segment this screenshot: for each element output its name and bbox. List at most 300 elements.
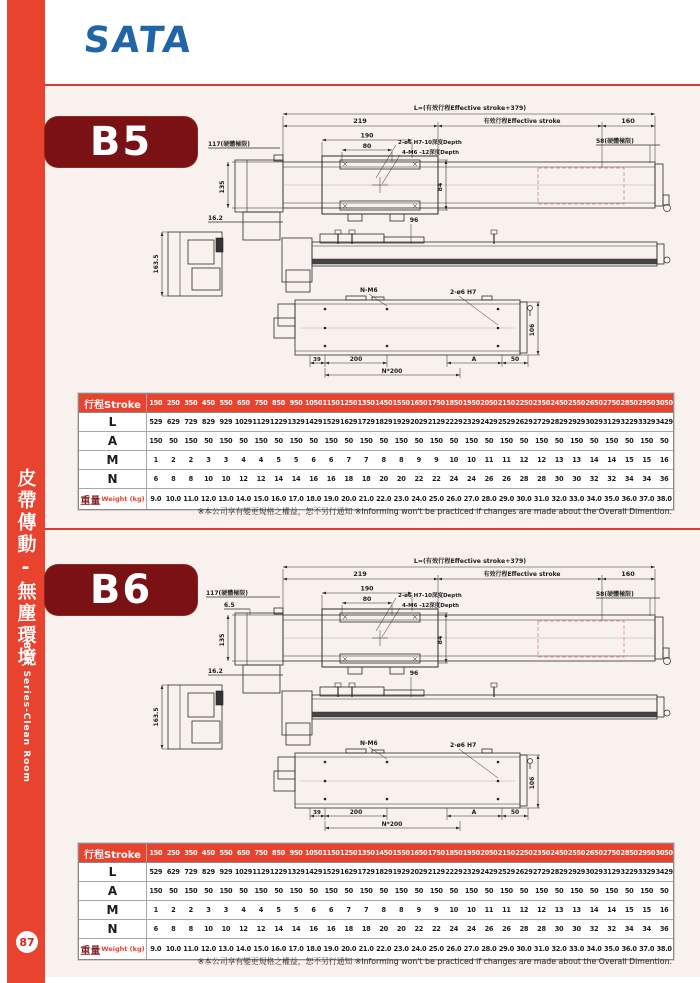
table-row — [79, 882, 673, 901]
cell-value: 20 — [396, 925, 406, 933]
cell-value: 50 — [169, 887, 178, 895]
weight-value: 33.0 — [568, 945, 585, 953]
svg-text:219: 219 — [353, 570, 367, 578]
cell-value: 26 — [484, 475, 494, 483]
cell-value: 2 — [188, 906, 193, 914]
stroke-value: 1650 — [410, 399, 428, 407]
weight-label-en: Weight (kg) — [101, 945, 145, 953]
weight-value: 20.0 — [341, 495, 357, 503]
svg-text:190: 190 — [360, 585, 374, 593]
cell-value: 1 — [153, 906, 158, 914]
cell-value: 24 — [467, 475, 476, 483]
cell-value: 18 — [361, 925, 371, 933]
cell-value: 1829 — [375, 868, 393, 876]
cell-value: 18 — [344, 475, 353, 483]
cell-value: 6 — [311, 906, 316, 914]
svg-text:200: 200 — [349, 809, 363, 816]
svg-text:2-ø6 H7-10深度Depth: 2-ø6 H7-10深度Depth — [398, 593, 462, 599]
cell-value: 28 — [519, 475, 529, 483]
sidebar-title-en: Belt Series-Clean Room — [21, 642, 31, 783]
stroke-value: 450 — [201, 399, 215, 407]
stroke-value: 1450 — [375, 399, 393, 407]
svg-text:163.5: 163.5 — [153, 707, 160, 727]
cell-value: 50 — [414, 887, 424, 895]
cell-value: 6 — [328, 456, 334, 464]
svg-text:6.5: 6.5 — [224, 602, 235, 609]
cell-value: 9 — [434, 906, 439, 914]
stroke-value: 1150 — [322, 399, 340, 407]
cell-value: 829 — [201, 418, 215, 426]
table-row — [79, 394, 673, 413]
weight-value: 16.0 — [270, 945, 287, 953]
cell-value: 11 — [484, 906, 494, 914]
cell-value: 150 — [535, 887, 548, 895]
stroke-value: 1550 — [392, 399, 410, 407]
cell-value: 1029 — [234, 868, 252, 876]
cell-value: 32 — [589, 925, 599, 933]
cell-value: 1929 — [392, 868, 410, 876]
stroke-value: 3050 — [655, 849, 673, 857]
cell-value: 16 — [326, 475, 336, 483]
weight-value: 33.0 — [568, 495, 585, 503]
cell-value: 18 — [361, 475, 371, 483]
weight-value: 23.0 — [393, 945, 409, 953]
stroke-value: 1350 — [357, 849, 375, 857]
weight-value: 32.0 — [551, 945, 567, 953]
cell-value: 3329 — [638, 868, 656, 876]
cell-value: 8 — [381, 456, 386, 464]
table-row — [79, 451, 673, 470]
b6-stroke-table — [78, 843, 674, 960]
weight-value: 21.0 — [358, 945, 374, 953]
stroke-value: 150 — [149, 849, 163, 857]
cell-value: 9 — [416, 906, 421, 914]
table-row — [79, 413, 673, 432]
cell-value: 150 — [640, 887, 654, 895]
cell-value: 3129 — [603, 418, 621, 426]
stroke-value: 2950 — [638, 849, 656, 857]
stroke-value: 1850 — [445, 849, 463, 857]
cell-value: 150 — [499, 437, 513, 445]
cell-value: 2129 — [427, 868, 445, 876]
svg-text:39: 39 — [313, 810, 321, 816]
cell-value: 150 — [184, 437, 198, 445]
cell-value: 30 — [554, 475, 564, 483]
svg-text:4-M6 -12深度Depth: 4-M6 -12深度Depth — [402, 150, 460, 156]
cell-value: 12 — [239, 925, 248, 933]
cell-value: 1229 — [269, 868, 288, 876]
cell-value: 6 — [153, 475, 158, 483]
cell-value: 150 — [394, 887, 408, 895]
b6-disclaimer-note: ※本公司享有變更規格之權益，恕不另行通知 ※Informing won't be practiced if changes are made about the Overall Dimention. — [197, 957, 672, 966]
cell-value: 929 — [219, 418, 233, 426]
stroke-value: 1550 — [392, 849, 410, 857]
cell-value: 2229 — [445, 868, 463, 876]
weight-value: 32.0 — [551, 495, 567, 503]
cell-value: 32 — [589, 475, 599, 483]
cell-value: 50 — [449, 887, 459, 895]
cell-value: 50 — [659, 437, 669, 445]
cell-value: 8 — [171, 475, 176, 483]
cell-value: 12 — [537, 906, 546, 914]
cell-value: 729 — [184, 868, 198, 876]
cell-value: 10 — [467, 456, 476, 464]
cell-value: 4 — [258, 906, 264, 914]
weight-value: 22.0 — [376, 495, 392, 503]
cell-value: 1429 — [304, 418, 323, 426]
cell-value: 529 — [149, 868, 163, 876]
cell-value: 150 — [640, 437, 654, 445]
weight-value: 10.0 — [165, 945, 181, 953]
cell-value: 2129 — [427, 418, 445, 426]
cell-value: 729 — [184, 418, 198, 426]
cell-value: 13 — [554, 906, 564, 914]
cell-value: 26 — [502, 475, 511, 483]
cell-value: 50 — [274, 887, 283, 895]
cell-value: 3 — [206, 906, 211, 914]
weight-value: 29.0 — [498, 945, 514, 953]
cell-value: 2629 — [515, 868, 533, 876]
weight-value: 13.0 — [218, 945, 234, 953]
b5-model-badge: B5 — [45, 117, 197, 167]
weight-value: 36.0 — [621, 495, 637, 503]
cell-value: 15 — [642, 456, 651, 464]
cell-value: 6 — [153, 925, 158, 933]
cell-value: 7 — [346, 906, 351, 914]
svg-text:106: 106 — [529, 323, 536, 337]
stroke-value: 550 — [219, 849, 233, 857]
cell-value: 3429 — [655, 418, 673, 426]
cell-value: 3229 — [620, 418, 638, 426]
cell-value: 12 — [256, 475, 266, 483]
cell-value: 12 — [256, 925, 266, 933]
weight-value: 28.0 — [481, 495, 497, 503]
cell-value: 50 — [659, 887, 669, 895]
cell-value: 150 — [254, 887, 268, 895]
cell-value: 8 — [188, 475, 193, 483]
cell-value: 8 — [188, 925, 193, 933]
cell-value: 50 — [624, 437, 634, 445]
cell-value: 3 — [223, 906, 229, 914]
cell-value: 4 — [241, 906, 246, 914]
cell-value: 50 — [204, 437, 213, 445]
stroke-value: 550 — [219, 399, 233, 407]
cell-value: 1729 — [357, 868, 375, 876]
weight-value: 27.0 — [463, 945, 479, 953]
stroke-value: 850 — [272, 399, 285, 407]
stroke-value: 2050 — [480, 849, 498, 857]
cell-value: 8 — [171, 925, 176, 933]
weight-row-label — [79, 939, 147, 959]
stroke-value: 2050 — [480, 399, 498, 407]
cell-value: 1129 — [252, 418, 270, 426]
stroke-value: 2550 — [567, 399, 586, 407]
cell-value: 3 — [223, 456, 229, 464]
stroke-value: 2850 — [620, 399, 638, 407]
table-row — [79, 844, 673, 863]
svg-text:L=(有效行程Effective stroke+379): L=(有效行程Effective stroke+379) — [413, 105, 527, 112]
stroke-value: 1650 — [410, 849, 428, 857]
weight-value: 28.0 — [481, 945, 497, 953]
cell-value: 3229 — [620, 868, 638, 876]
svg-text:L=(有效行程Effective stroke+379): L=(有效行程Effective stroke+379) — [413, 558, 527, 565]
cell-value: 2429 — [480, 418, 498, 426]
cell-value: 50 — [344, 887, 353, 895]
stroke-value: 1450 — [375, 849, 393, 857]
b6-drawing-svg — [150, 545, 700, 845]
cell-value: 1629 — [340, 868, 358, 876]
cell-value: 11 — [502, 456, 511, 464]
weight-label-en: Weight (kg) — [101, 495, 145, 503]
cell-value: 50 — [589, 887, 599, 895]
cell-value: 50 — [204, 887, 213, 895]
cell-value: 13 — [572, 456, 581, 464]
stroke-value: 2650 — [585, 849, 603, 857]
stroke-value: 2250 — [515, 399, 533, 407]
cell-value: 9 — [416, 456, 421, 464]
weight-value: 37.0 — [639, 945, 655, 953]
weight-value: 9.0 — [150, 945, 162, 953]
weight-value: 12.0 — [200, 495, 216, 503]
cell-value: 18 — [344, 925, 353, 933]
stroke-value: 1950 — [462, 849, 480, 857]
stroke-value: 950 — [289, 849, 303, 857]
cell-value: 30 — [572, 925, 581, 933]
stroke-value: 750 — [254, 399, 268, 407]
cell-value: 22 — [414, 475, 424, 483]
weight-value: 34.0 — [586, 945, 602, 953]
weight-value: 15.0 — [253, 495, 269, 503]
stroke-value: 250 — [166, 849, 180, 857]
row-label: M — [79, 901, 147, 919]
stroke-value: 2450 — [550, 849, 568, 857]
cell-value: 1329 — [287, 418, 305, 426]
svg-text:135: 135 — [219, 633, 226, 647]
cell-value: 150 — [219, 437, 233, 445]
cell-value: 30 — [554, 925, 564, 933]
cell-value: 22 — [414, 925, 424, 933]
cell-value: 50 — [519, 437, 529, 445]
svg-text:50: 50 — [510, 809, 520, 816]
cell-value: 20 — [396, 475, 406, 483]
cell-value: 8 — [399, 456, 404, 464]
cell-value: 150 — [289, 887, 303, 895]
cell-value: 4 — [241, 456, 246, 464]
svg-text:A: A — [471, 356, 477, 363]
stroke-value: 2350 — [532, 849, 551, 857]
svg-text:16.2: 16.2 — [208, 215, 223, 222]
stroke-value: 750 — [254, 849, 268, 857]
stroke-value: 1350 — [357, 399, 375, 407]
cell-value: 150 — [535, 437, 548, 445]
svg-text:58(硬體極限): 58(硬體極限) — [596, 591, 634, 598]
weight-value: 10.0 — [165, 495, 181, 503]
cell-value: 9 — [434, 456, 439, 464]
stroke-value: 950 — [289, 399, 303, 407]
stroke-value: 1050 — [304, 399, 323, 407]
svg-text:N-M6: N-M6 — [360, 740, 378, 747]
cell-value: 30 — [572, 475, 581, 483]
cell-value: 1629 — [340, 418, 358, 426]
svg-text:84: 84 — [437, 182, 444, 192]
cell-value: 2929 — [567, 868, 586, 876]
weight-value: 19.0 — [323, 945, 339, 953]
cell-value: 150 — [219, 887, 233, 895]
cell-value: 14 — [291, 475, 301, 483]
weight-value: 31.0 — [533, 495, 549, 503]
cell-value: 28 — [537, 925, 546, 933]
cell-value: 24 — [449, 475, 459, 483]
cell-value: 16 — [326, 925, 336, 933]
weight-value: 17.0 — [288, 495, 304, 503]
cell-value: 2929 — [567, 418, 586, 426]
cell-value: 32 — [607, 925, 616, 933]
cell-value: 32 — [607, 475, 616, 483]
cell-value: 50 — [379, 437, 388, 445]
weight-value: 38.0 — [656, 945, 672, 953]
cell-value: 26 — [502, 925, 511, 933]
svg-text:96: 96 — [409, 217, 419, 224]
stroke-value: 350 — [184, 849, 198, 857]
cell-value: 10 — [467, 906, 476, 914]
weight-value: 20.0 — [341, 945, 357, 953]
cell-value: 12 — [537, 456, 546, 464]
cell-value: 150 — [289, 437, 303, 445]
stroke-value: 1150 — [322, 849, 340, 857]
cell-value: 12 — [519, 906, 529, 914]
cell-value: 20 — [379, 475, 388, 483]
svg-text:N*200: N*200 — [381, 368, 403, 375]
stroke-value: 1050 — [304, 849, 323, 857]
stroke-value: 150 — [149, 399, 163, 407]
cell-value: 150 — [149, 887, 163, 895]
cell-value: 50 — [239, 437, 248, 445]
cell-value: 2829 — [550, 868, 568, 876]
b5-technical-drawing — [150, 92, 700, 392]
weight-value: 36.0 — [621, 945, 637, 953]
weight-value: 27.0 — [463, 495, 479, 503]
stroke-value: 1250 — [340, 849, 358, 857]
top-divider-line — [45, 84, 700, 86]
cell-value: 14 — [589, 906, 599, 914]
cell-value: 14 — [607, 456, 616, 464]
cell-value: 3129 — [603, 868, 621, 876]
cell-value: 3429 — [655, 868, 673, 876]
stroke-value: 2850 — [620, 849, 638, 857]
cell-value: 2329 — [462, 418, 480, 426]
cell-value: 2029 — [410, 418, 428, 426]
cell-value: 50 — [624, 887, 634, 895]
cell-value: 10 — [221, 475, 231, 483]
cell-value: 14 — [589, 456, 599, 464]
stroke-value: 2350 — [532, 399, 551, 407]
cell-value: 150 — [429, 437, 443, 445]
weight-value: 14.0 — [235, 495, 251, 503]
svg-text:96: 96 — [409, 670, 419, 677]
weight-value: 37.0 — [639, 495, 655, 503]
cell-value: 50 — [484, 437, 494, 445]
stroke-value: 2750 — [603, 399, 621, 407]
weight-row-label — [79, 489, 147, 509]
row-label: N — [79, 920, 147, 938]
cell-value: 150 — [429, 887, 443, 895]
stroke-header-label: 行程Stroke — [79, 394, 147, 412]
cell-value: 11 — [484, 456, 494, 464]
svg-text:160: 160 — [621, 570, 635, 578]
stroke-value: 250 — [166, 399, 180, 407]
cell-value: 50 — [309, 437, 318, 445]
cell-value: 2729 — [532, 418, 551, 426]
svg-text:58(硬體極限): 58(硬體極限) — [596, 138, 634, 145]
cell-value: 2529 — [497, 418, 515, 426]
cell-value: 8 — [381, 906, 386, 914]
cell-value: 1129 — [252, 868, 270, 876]
weight-value: 18.0 — [306, 495, 322, 503]
weight-value: 26.0 — [446, 945, 462, 953]
cell-value: 24 — [467, 925, 476, 933]
cell-value: 150 — [324, 887, 338, 895]
cell-value: 150 — [570, 887, 583, 895]
stroke-value: 2450 — [550, 399, 568, 407]
svg-text:16.2: 16.2 — [208, 668, 223, 675]
stroke-value: 2650 — [585, 399, 603, 407]
sidebar — [7, 0, 45, 983]
cell-value: 13 — [572, 906, 581, 914]
cell-value: 629 — [166, 868, 180, 876]
cell-value: 34 — [624, 925, 634, 933]
weight-value: 22.0 — [376, 945, 392, 953]
cell-value: 50 — [554, 887, 564, 895]
b6-technical-drawing — [150, 545, 700, 845]
cell-value: 12 — [239, 475, 248, 483]
b5-stroke-table — [78, 393, 674, 510]
cell-value: 15 — [624, 906, 634, 914]
cell-value: 34 — [624, 475, 634, 483]
sata-logo: SATA — [81, 20, 195, 61]
cell-value: 10 — [204, 925, 213, 933]
cell-value: 929 — [219, 868, 233, 876]
cell-value: 2729 — [532, 868, 551, 876]
cell-value: 629 — [166, 418, 180, 426]
cell-value: 1929 — [392, 418, 410, 426]
cell-value: 16 — [659, 456, 669, 464]
weight-value: 21.0 — [358, 495, 374, 503]
cell-value: 1329 — [287, 868, 305, 876]
row-label: L — [79, 863, 147, 881]
weight-value: 25.0 — [428, 495, 444, 503]
stroke-value: 3050 — [655, 399, 673, 407]
stroke-value: 2550 — [567, 849, 586, 857]
stroke-value: 1850 — [445, 399, 463, 407]
cell-value: 1529 — [322, 868, 340, 876]
weight-value: 13.0 — [218, 495, 234, 503]
cell-value: 26 — [484, 925, 494, 933]
b5-drawing-svg — [150, 92, 700, 392]
cell-value: 15 — [624, 456, 634, 464]
svg-text:219: 219 — [353, 117, 367, 125]
row-label: L — [79, 413, 147, 431]
cell-value: 150 — [359, 437, 373, 445]
table-row — [79, 901, 673, 920]
weight-value: 14.0 — [235, 945, 251, 953]
cell-value: 50 — [274, 437, 283, 445]
cell-value: 14 — [274, 925, 283, 933]
weight-label-zh: 重量 — [80, 495, 101, 507]
stroke-value: 1250 — [340, 399, 358, 407]
cell-value: 1229 — [269, 418, 288, 426]
cell-value: 150 — [394, 437, 408, 445]
cell-value: 150 — [499, 887, 513, 895]
